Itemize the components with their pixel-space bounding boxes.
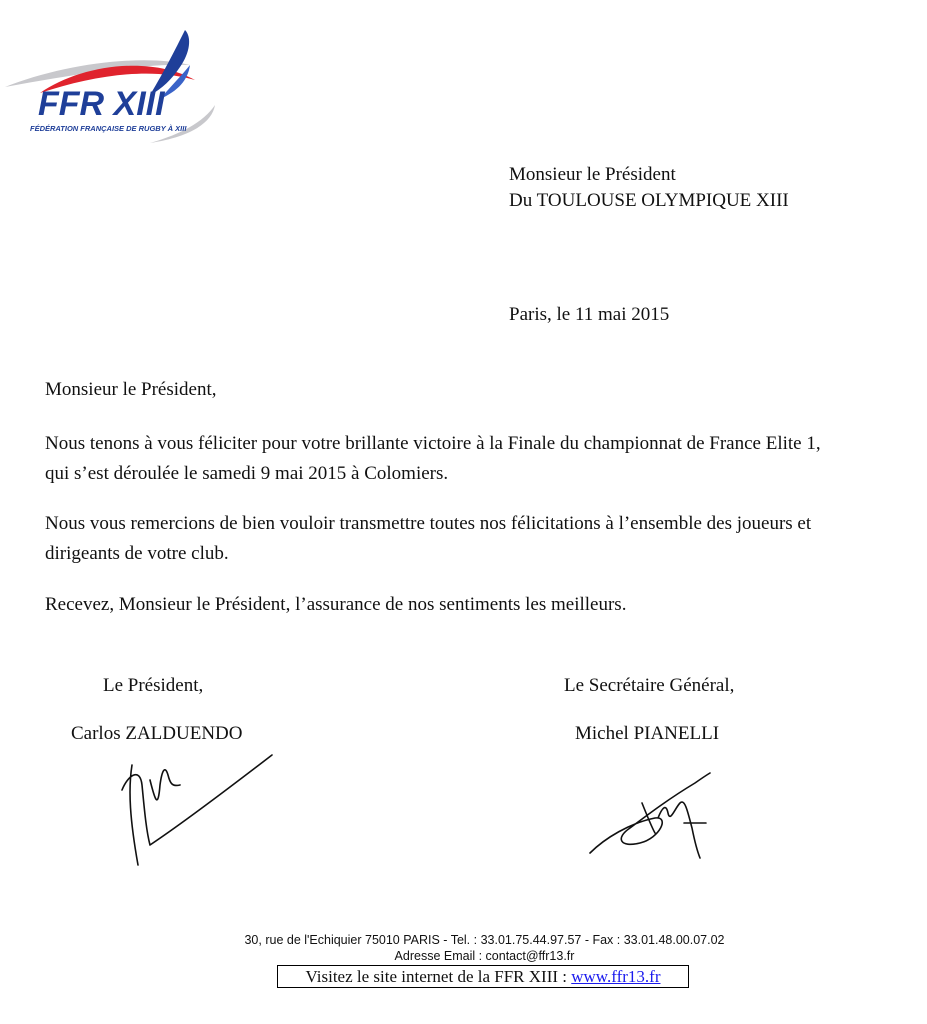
paragraph-1-line-2: qui s’est déroulée le samedi 9 mai 2015 à Colomiers. xyxy=(45,463,449,484)
president-name: Carlos ZALDUENDO xyxy=(71,723,243,744)
footer-email: Adresse Email : contact@ffr13.fr xyxy=(394,949,575,963)
website-link[interactable]: www.ffr13.fr xyxy=(571,967,661,986)
recipient-line-2: Du TOULOUSE OLYMPIQUE XIII xyxy=(509,190,789,211)
president-signature xyxy=(110,745,280,880)
salutation: Monsieur le Président, xyxy=(45,379,217,400)
president-title: Le Président, xyxy=(103,675,204,696)
recipient-block xyxy=(509,162,789,214)
recipient-line-1: Monsieur le Président xyxy=(509,164,676,185)
paragraph-2-line-2: dirigeants de votre club. xyxy=(45,543,229,564)
closing-formula: Recevez, Monsieur le Président, l’assurance de nos sentiments les meilleurs. xyxy=(45,594,627,615)
logo-subtitle: FÉDÉRATION FRANÇAISE DE RUGBY À XIII xyxy=(30,124,187,133)
secretary-signature xyxy=(580,768,730,868)
footer-address: 30, rue de l'Echiquier 75010 PARIS - Tel. : 33.01.75.44.97.57 - Fax : 33.01.48.00.07.02 xyxy=(244,933,725,947)
letter-date: Paris, le 11 mai 2015 xyxy=(509,304,670,325)
secretary-name: Michel PIANELLI xyxy=(575,723,720,744)
paragraph-1 xyxy=(45,431,821,491)
logo-text: FFR XIII xyxy=(38,85,165,123)
paragraph-2-line-1: Nous vous remercions de bien vouloir transmettre toutes nos félicitations à l’ensemble des joueurs et xyxy=(45,513,812,534)
ffr-xiii-logo xyxy=(0,25,280,155)
paragraph-1-line-1: Nous tenons à vous féliciter pour votre brillante victoire à la Finale du championnat de France Elite 1, xyxy=(45,433,821,454)
website-prefix: Visitez le site internet de la FFR XIII : xyxy=(305,967,572,986)
website-banner xyxy=(277,965,689,988)
paragraph-2 xyxy=(45,511,811,571)
secretary-title: Le Secrétaire Général, xyxy=(564,675,735,696)
